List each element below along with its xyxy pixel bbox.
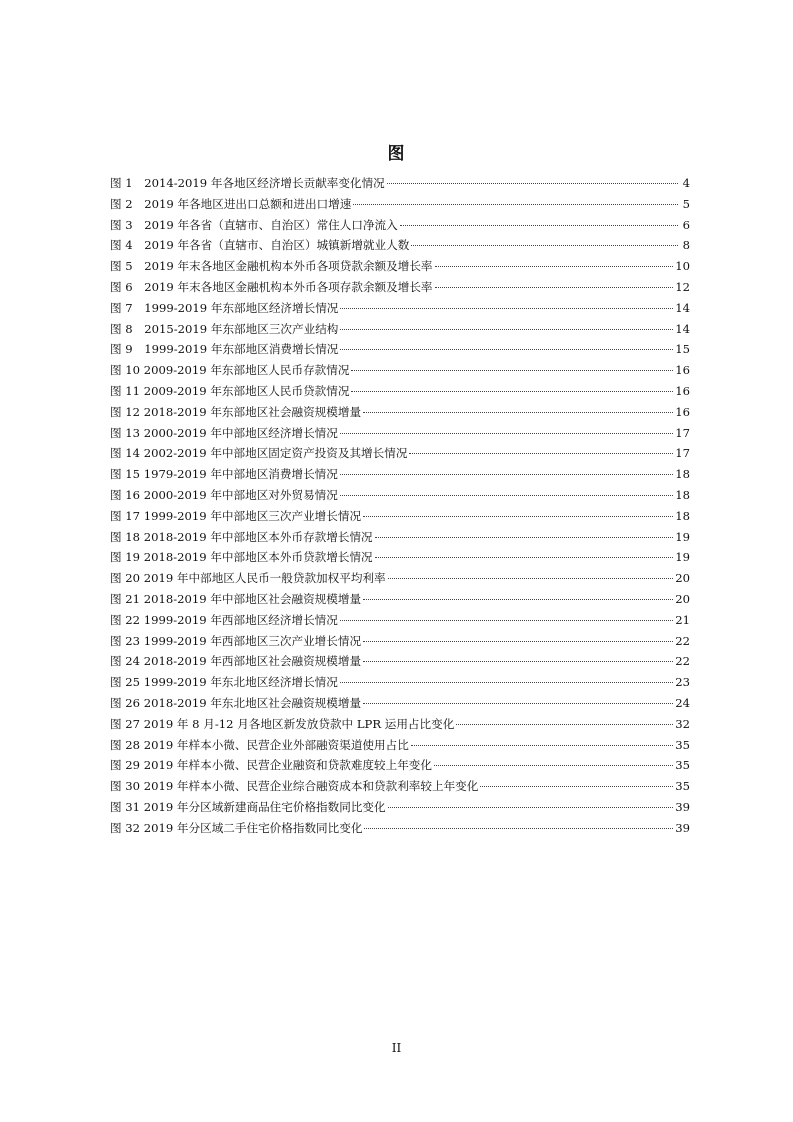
dot-leader: [435, 266, 674, 267]
figure-entry-label: 图 31 2019 年分区域新建商品住宅价格指数同比变化: [110, 799, 386, 814]
figure-entry-label: 图 28 2019 年样本小微、民营企业外部融资渠道使用占比: [110, 737, 409, 752]
figure-entry-label: 图 9 1999-2019 年东部地区消费增长情况: [110, 342, 339, 357]
figure-entry[interactable]: [110, 217, 690, 238]
figure-entry-page: 16: [675, 404, 690, 419]
figure-entry[interactable]: [110, 487, 690, 508]
figure-entry[interactable]: [110, 570, 690, 591]
dot-leader: [411, 245, 678, 246]
dot-leader: [363, 412, 673, 413]
figure-entry[interactable]: [110, 737, 690, 758]
dot-leader: [340, 620, 673, 621]
dot-leader: [363, 703, 673, 704]
dot-leader: [351, 370, 673, 371]
dot-leader: [387, 183, 678, 184]
figure-entry-label: 图 12 2018-2019 年东部地区社会融资规模增量: [110, 404, 362, 419]
figure-entry[interactable]: [110, 591, 690, 612]
figure-entry[interactable]: [110, 258, 690, 279]
figure-entry-label: 图 32 2019 年分区域二手住宅价格指数同比变化: [110, 820, 363, 835]
figure-entry-page: 19: [675, 550, 690, 565]
figure-entry-label: 图 10 2009-2019 年东部地区人民币存款情况: [110, 363, 350, 378]
figure-entry[interactable]: [110, 633, 690, 654]
figure-entry[interactable]: [110, 237, 690, 258]
figure-entry-page: 22: [675, 633, 690, 648]
figure-entry[interactable]: [110, 445, 690, 466]
figure-entry-label: 图 13 2000-2019 年中部地区经济增长情况: [110, 425, 338, 440]
figure-entry-page: 20: [675, 591, 690, 606]
figure-entry-page: 16: [675, 363, 690, 378]
figure-entry-label: 图 7 1999-2019 年东部地区经济增长情况: [110, 300, 339, 315]
figure-entry-page: 16: [675, 383, 690, 398]
figure-entry[interactable]: [110, 466, 690, 487]
dot-leader: [400, 225, 678, 226]
figure-entry-label: 图 8 2015-2019 年东部地区三次产业结构: [110, 321, 339, 336]
figure-entry-label: 图 26 2018-2019 年东北地区社会融资规模增量: [110, 695, 362, 710]
figure-entry-page: 5: [682, 196, 690, 211]
figure-entry-label: 图 2 2019 年各地区进出口总额和进出口增速: [110, 196, 352, 211]
figure-entry-page: 18: [675, 508, 690, 523]
figure-entry-label: 图 1 2014-2019 年各地区经济增长贡献率变化情况: [110, 176, 385, 190]
figure-entry-page: 35: [675, 758, 690, 773]
dot-leader: [363, 516, 673, 517]
figure-entry[interactable]: [110, 321, 690, 342]
figure-list: [110, 175, 690, 841]
dot-leader: [340, 495, 673, 496]
figure-entry[interactable]: [110, 529, 690, 550]
figure-entry[interactable]: [110, 612, 690, 633]
dot-leader: [351, 391, 673, 392]
figure-entry-page: 32: [675, 716, 690, 731]
dot-leader: [340, 349, 673, 350]
figure-entry-page: 35: [675, 779, 690, 794]
dot-leader: [434, 765, 673, 766]
figure-entry[interactable]: [110, 362, 690, 383]
figure-entry-label: 图 6 2019 年末各地区金融机构本外币各项存款余额及增长率: [110, 279, 433, 294]
figure-entry-page: 14: [675, 300, 690, 315]
dot-leader: [363, 599, 673, 600]
figure-entry-label: 图 5 2019 年末各地区金融机构本外币各项贷款余额及增长率: [110, 259, 433, 274]
figure-entry-page: 18: [675, 487, 690, 502]
figure-entry[interactable]: [110, 425, 690, 446]
figure-entry-label: 图 19 2018-2019 年中部地区本外币贷款增长情况: [110, 550, 373, 565]
figure-entry[interactable]: [110, 778, 690, 799]
dot-leader: [340, 308, 673, 309]
dot-leader: [340, 682, 673, 683]
figure-entry-label: 图 27 2019 年 8 月-12 月各地区新发放贷款中 LPR 运用占比变化: [110, 716, 455, 731]
dot-leader: [456, 724, 673, 725]
figure-entry[interactable]: [110, 175, 690, 196]
figure-entry-label: 图 17 1999-2019 年中部地区三次产业增长情况: [110, 508, 362, 523]
figure-entry-page: 17: [675, 425, 690, 440]
dot-leader: [388, 807, 674, 808]
figure-entry-label: 图 4 2019 年各省（直辖市、自治区）城镇新增就业人数: [110, 238, 410, 253]
figure-entry[interactable]: [110, 716, 690, 737]
figure-entry-page: 6: [682, 217, 690, 232]
dot-leader: [364, 828, 673, 829]
dot-leader: [411, 745, 673, 746]
figure-entry[interactable]: [110, 279, 690, 300]
figure-entry-page: 21: [675, 612, 690, 627]
dot-leader: [363, 641, 673, 642]
figure-entry-label: 图 11 2009-2019 年东部地区人民币贷款情况: [110, 383, 350, 398]
figure-entry-label: 图 20 2019 年中部地区人民币一般贷款加权平均利率: [110, 571, 386, 586]
figure-entry[interactable]: [110, 383, 690, 404]
figure-entry[interactable]: [110, 300, 690, 321]
figure-entry-label: 图 15 1979-2019 年中部地区消费增长情况: [110, 467, 338, 482]
figure-entry-label: 图 18 2018-2019 年中部地区本外币存款增长情况: [110, 529, 373, 544]
figure-entry-page: 22: [675, 654, 690, 669]
figure-entry-page: 20: [675, 571, 690, 586]
figure-entry-label: 图 21 2018-2019 年中部地区社会融资规模增量: [110, 591, 362, 606]
figure-entry[interactable]: [110, 196, 690, 217]
figure-entry-page: 35: [675, 737, 690, 752]
figure-entry-label: 图 14 2002-2019 年中部地区固定资产投资及其增长情况: [110, 446, 408, 461]
figure-entry-page: 23: [675, 675, 690, 690]
dot-leader: [340, 329, 673, 330]
figure-entry-label: 图 30 2019 年样本小微、民营企业综合融资成本和贷款利率较上年变化: [110, 779, 479, 794]
page-number: II: [391, 1041, 402, 1055]
figure-entry-page: 14: [675, 321, 690, 336]
figure-entry-page: 24: [675, 695, 690, 710]
dot-leader: [409, 453, 673, 454]
figure-entry-page: 8: [682, 238, 690, 253]
figure-entry-page: 39: [675, 820, 690, 835]
figure-entry-page: 4: [682, 176, 690, 190]
dot-leader: [375, 557, 674, 558]
figure-entry-label: 图 29 2019 年样本小微、民营企业融资和贷款难度较上年变化: [110, 758, 432, 773]
figure-entry[interactable]: [110, 341, 690, 362]
dot-leader: [340, 433, 673, 434]
figure-entry-label: 图 3 2019 年各省（直辖市、自治区）常住人口净流入: [110, 217, 398, 232]
figure-entry-label: 图 25 1999-2019 年东北地区经济增长情况: [110, 675, 338, 690]
dot-leader: [353, 204, 678, 205]
figure-entry-page: 17: [675, 446, 690, 461]
dot-leader: [340, 474, 673, 475]
figure-entry-page: 10: [675, 259, 690, 274]
figure-entry[interactable]: [110, 653, 690, 674]
figure-entry[interactable]: [110, 695, 690, 716]
figure-entry[interactable]: [110, 508, 690, 529]
list-of-figures-heading: 图: [387, 144, 406, 164]
figure-entry[interactable]: [110, 757, 690, 778]
figure-entry-label: 图 23 1999-2019 年西部地区三次产业增长情况: [110, 633, 362, 648]
figure-entry-label: 图 24 2018-2019 年西部地区社会融资规模增量: [110, 654, 362, 669]
figure-entry-label: 图 16 2000-2019 年中部地区对外贸易情况: [110, 487, 338, 502]
figure-entry[interactable]: [110, 549, 690, 570]
figure-entry-page: 12: [675, 279, 690, 294]
figure-entry-page: 19: [675, 529, 690, 544]
figure-entry-page: 39: [675, 799, 690, 814]
figure-entry[interactable]: [110, 674, 690, 695]
figure-entry[interactable]: [110, 799, 690, 820]
figure-entry-page: 15: [675, 342, 690, 357]
dot-leader: [435, 287, 674, 288]
dot-leader: [388, 578, 674, 579]
dot-leader: [363, 661, 673, 662]
dot-leader: [480, 786, 673, 787]
figure-entry[interactable]: [110, 820, 690, 841]
figure-entry-label: 图 22 1999-2019 年西部地区经济增长情况: [110, 612, 338, 627]
figure-entry[interactable]: [110, 404, 690, 425]
figure-entry-page: 18: [675, 467, 690, 482]
dot-leader: [375, 537, 674, 538]
